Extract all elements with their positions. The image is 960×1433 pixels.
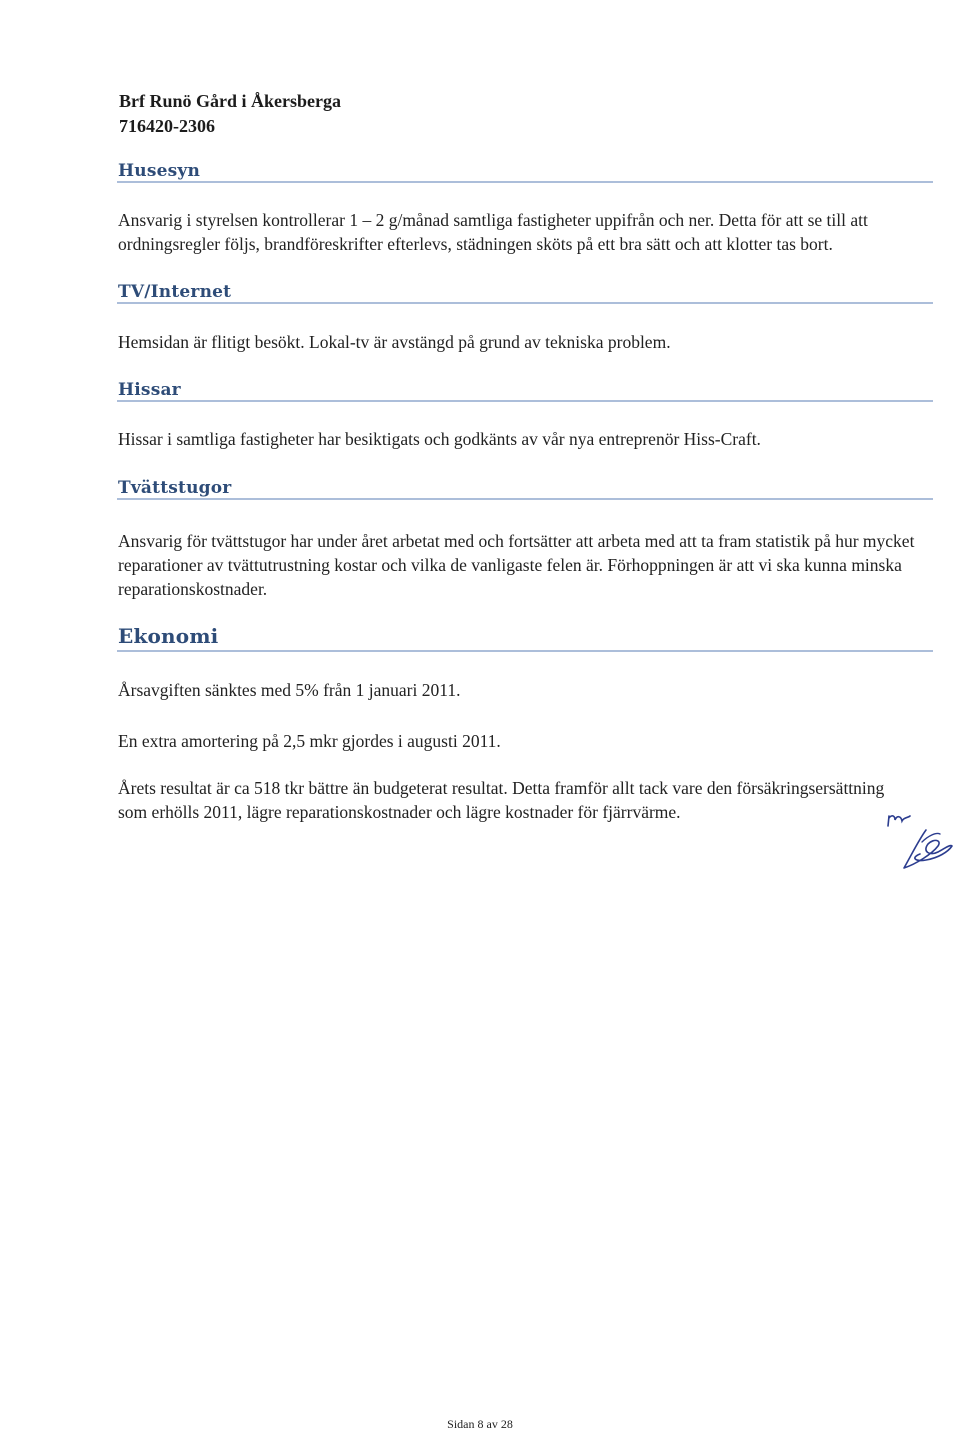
ekonomi-paragraph-1: Årsavgiften sänktes med 5% från 1 januari 2011. (118, 680, 461, 700)
page-number: Sidan 8 av 28 (447, 1417, 513, 1431)
section-divider (117, 181, 933, 183)
signature-icon (882, 812, 954, 882)
organization-number: 716420-2306 (119, 116, 215, 136)
section-divider (117, 400, 933, 402)
section-heading-hissar: Hissar (118, 380, 181, 400)
section-text-husesyn: Ansvarig i styrelsen kontrollerar 1 – 2 g/månad samtliga fastigheter uppifrån och ner. Detta för att se till att ordningsregler följs, brandföreskrifter efterlevs, städningen sköts på ett bra sätt och att klotter tas bort. (118, 210, 868, 254)
section-text-hissar: Hissar i samtliga fastigheter har besiktigats och godkänts av vår nya entreprenör Hiss-Craft. (118, 429, 761, 449)
section-heading-ekonomi: Ekonomi (118, 624, 219, 648)
ekonomi-paragraph-2: En extra amortering på 2,5 mkr gjordes i augusti 2011. (118, 731, 501, 751)
organization-name: Brf Runö Gård i Åkersberga (119, 91, 341, 111)
section-heading-tv-internet: TV/Internet (118, 282, 232, 302)
section-divider (117, 302, 933, 304)
section-heading-tvattstugor: Tvättstugor (118, 478, 232, 498)
ekonomi-paragraph-3: Årets resultat är ca 518 tkr bättre än budgeterat resultat. Detta framför allt tack vare den försäkringsersättning som erhölls 2011, lägre reparationskostnader och lägre kostnader för fjärrvärme. (118, 778, 885, 822)
section-divider (117, 498, 933, 500)
section-text-tv-internet: Hemsidan är flitigt besökt. Lokal-tv är avstängd på grund av tekniska problem. (118, 332, 671, 352)
section-heading-husesyn: Husesyn (118, 161, 201, 181)
section-text-tvattstugor: Ansvarig för tvättstugor har under året arbetat med och fortsätter att arbeta med att ta fram statistik på hur mycket reparationer av tvättutrustning kostar och vilka de vanligaste felen är. Förhoppningen är att vi ska kunna minska reparationskostnader. (118, 531, 915, 599)
section-divider (117, 650, 933, 652)
